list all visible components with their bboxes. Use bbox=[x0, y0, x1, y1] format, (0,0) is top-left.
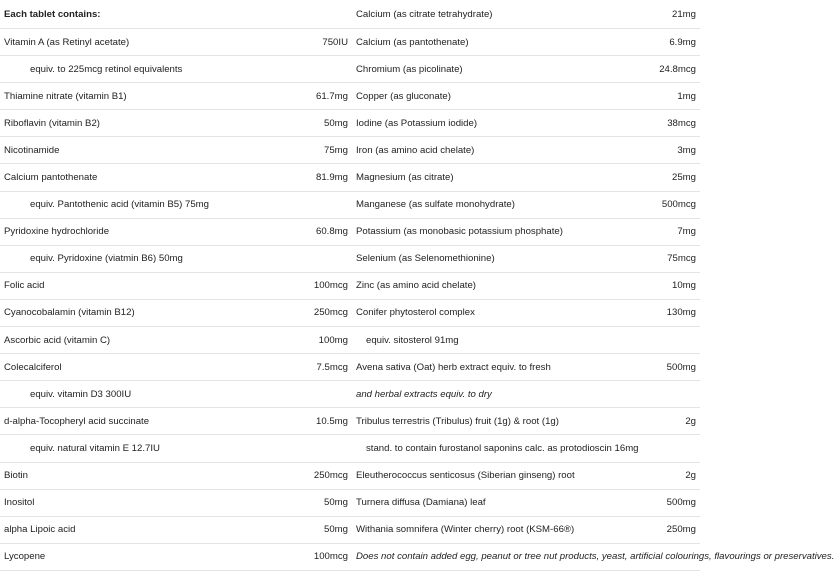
right-ingredient-amount: 7mg bbox=[642, 218, 700, 245]
right-ingredient-amount: 500mcg bbox=[642, 191, 700, 218]
table-row bbox=[0, 435, 700, 462]
right-ingredient-name: Turnera diffusa (Damiana) leaf bbox=[352, 489, 642, 516]
right-ingredient-name: Potassium (as monobasic potassium phosphate) bbox=[352, 218, 642, 245]
right-ingredient-name: Copper (as gluconate) bbox=[352, 83, 642, 110]
right-ingredient-amount: 25mg bbox=[642, 164, 700, 191]
left-ingredient-amount bbox=[300, 0, 352, 29]
left-ingredient-name: equiv. Pyridoxine (viatmin B6) 50mg bbox=[0, 245, 300, 272]
left-ingredient-amount: 81.9mg bbox=[300, 164, 352, 191]
right-ingredient-name: and herbal extracts equiv. to dry bbox=[352, 381, 642, 408]
right-ingredient-name: Calcium (as citrate tetrahydrate) bbox=[352, 0, 642, 29]
right-ingredient-name: Chromium (as picolinate) bbox=[352, 56, 642, 83]
left-ingredient-amount: 50mg bbox=[300, 516, 352, 543]
left-ingredient-amount bbox=[300, 381, 352, 408]
left-ingredient-amount: 61.7mg bbox=[300, 83, 352, 110]
right-ingredient-name: stand. to contain furostanol saponins calc. as protodioscin 16mg bbox=[352, 435, 642, 462]
table-row bbox=[0, 0, 700, 29]
right-ingredient-name: Tribulus terrestris (Tribulus) fruit (1g) & root (1g) bbox=[352, 408, 642, 435]
right-ingredient-amount: 2g bbox=[642, 408, 700, 435]
left-ingredient-name: Thiamine nitrate (vitamin B1) bbox=[0, 83, 300, 110]
table-row bbox=[0, 245, 700, 272]
right-ingredient-amount: 500mg bbox=[642, 354, 700, 381]
left-ingredient-name: Riboflavin (vitamin B2) bbox=[0, 110, 300, 137]
right-ingredient-name: equiv. sitosterol 91mg bbox=[352, 327, 642, 354]
left-ingredient-name: Ascorbic acid (vitamin C) bbox=[0, 327, 300, 354]
right-ingredient-name: Avena sativa (Oat) herb extract equiv. to fresh bbox=[352, 354, 642, 381]
left-ingredient-amount: 75mg bbox=[300, 137, 352, 164]
right-ingredient-amount: 3mg bbox=[642, 137, 700, 164]
left-ingredient-amount: 60.8mg bbox=[300, 218, 352, 245]
right-ingredient-amount bbox=[642, 381, 700, 408]
left-ingredient-name: Pyridoxine hydrochloride bbox=[0, 218, 300, 245]
left-ingredient-name: equiv. Pantothenic acid (vitamin B5) 75mg bbox=[0, 191, 300, 218]
allergen-note: Does not contain added egg, peanut or tree nut products, yeast, artificial colourings, flavourings or preservatives. bbox=[352, 543, 700, 570]
left-ingredient-name: Nicotinamide bbox=[0, 137, 300, 164]
table-row bbox=[0, 381, 700, 408]
left-ingredient-amount: 100mcg bbox=[300, 543, 352, 570]
table-row bbox=[0, 354, 700, 381]
left-ingredient-name: Vitamin A (as Retinyl acetate) bbox=[0, 29, 300, 56]
table-row bbox=[0, 191, 700, 218]
table-header-title: Each tablet contains: bbox=[0, 0, 300, 29]
right-ingredient-amount: 6.9mg bbox=[642, 29, 700, 56]
table-row bbox=[0, 327, 700, 354]
left-ingredient-name: Lycopene bbox=[0, 543, 300, 570]
left-ingredient-amount: 100mcg bbox=[300, 272, 352, 299]
left-ingredient-amount: 100mg bbox=[300, 327, 352, 354]
left-ingredient-name: Folic acid bbox=[0, 272, 300, 299]
right-ingredient-amount: 10mg bbox=[642, 272, 700, 299]
right-ingredient-name: Conifer phytosterol complex bbox=[352, 299, 642, 326]
table-row bbox=[0, 56, 700, 83]
table-row bbox=[0, 543, 700, 570]
left-ingredient-name: Biotin bbox=[0, 462, 300, 489]
right-ingredient-amount bbox=[642, 435, 700, 462]
right-ingredient-name: Eleutherococcus senticosus (Siberian ginseng) root bbox=[352, 462, 642, 489]
table-row bbox=[0, 272, 700, 299]
left-ingredient-name: equiv. vitamin D3 300IU bbox=[0, 381, 300, 408]
table-row bbox=[0, 164, 700, 191]
left-ingredient-name: Colecalciferol bbox=[0, 354, 300, 381]
left-ingredient-name: equiv. natural vitamin E 12.7IU bbox=[0, 435, 300, 462]
right-ingredient-amount: 75mcg bbox=[642, 245, 700, 272]
table-row bbox=[0, 462, 700, 489]
right-ingredient-amount: 1mg bbox=[642, 83, 700, 110]
right-ingredient-name: Withania somnifera (Winter cherry) root (KSM-66®) bbox=[352, 516, 642, 543]
right-ingredient-name: Zinc (as amino acid chelate) bbox=[352, 272, 642, 299]
left-ingredient-name: Calcium pantothenate bbox=[0, 164, 300, 191]
table-row bbox=[0, 218, 700, 245]
table-row bbox=[0, 29, 700, 56]
left-ingredient-amount bbox=[300, 56, 352, 83]
left-ingredient-amount: 7.5mcg bbox=[300, 354, 352, 381]
table-row bbox=[0, 299, 700, 326]
right-ingredient-amount: 21mg bbox=[642, 0, 700, 29]
left-ingredient-amount: 250mcg bbox=[300, 299, 352, 326]
right-ingredient-amount: 24.8mcg bbox=[642, 56, 700, 83]
table-row bbox=[0, 489, 700, 516]
table-row bbox=[0, 137, 700, 164]
right-ingredient-amount: 250mg bbox=[642, 516, 700, 543]
left-ingredient-amount bbox=[300, 191, 352, 218]
table-row bbox=[0, 516, 700, 543]
left-ingredient-amount: 250mcg bbox=[300, 462, 352, 489]
right-ingredient-name: Calcium (as pantothenate) bbox=[352, 29, 642, 56]
table-row bbox=[0, 83, 700, 110]
left-ingredient-name: d-alpha-Tocopheryl acid succinate bbox=[0, 408, 300, 435]
left-ingredient-amount: 750IU bbox=[300, 29, 352, 56]
right-ingredient-amount: 38mcg bbox=[642, 110, 700, 137]
right-ingredient-amount: 130mg bbox=[642, 299, 700, 326]
right-ingredient-name: Selenium (as Selenomethionine) bbox=[352, 245, 642, 272]
table-row bbox=[0, 408, 700, 435]
right-ingredient-name: Iron (as amino acid chelate) bbox=[352, 137, 642, 164]
right-ingredient-name: Iodine (as Potassium iodide) bbox=[352, 110, 642, 137]
left-ingredient-name: equiv. to 225mcg retinol equivalents bbox=[0, 56, 300, 83]
left-ingredient-amount bbox=[300, 245, 352, 272]
left-ingredient-amount: 50mg bbox=[300, 489, 352, 516]
left-ingredient-amount: 10.5mg bbox=[300, 408, 352, 435]
right-ingredient-amount: 500mg bbox=[642, 489, 700, 516]
table-row bbox=[0, 110, 700, 137]
left-ingredient-name: Cyanocobalamin (vitamin B12) bbox=[0, 299, 300, 326]
left-ingredient-amount: 50mg bbox=[300, 110, 352, 137]
left-ingredient-amount bbox=[300, 435, 352, 462]
right-ingredient-amount bbox=[642, 327, 700, 354]
right-ingredient-name: Manganese (as sulfate monohydrate) bbox=[352, 191, 642, 218]
right-ingredient-amount: 2g bbox=[642, 462, 700, 489]
right-ingredient-name: Magnesium (as citrate) bbox=[352, 164, 642, 191]
left-ingredient-name: Inositol bbox=[0, 489, 300, 516]
left-ingredient-name: alpha Lipoic acid bbox=[0, 516, 300, 543]
